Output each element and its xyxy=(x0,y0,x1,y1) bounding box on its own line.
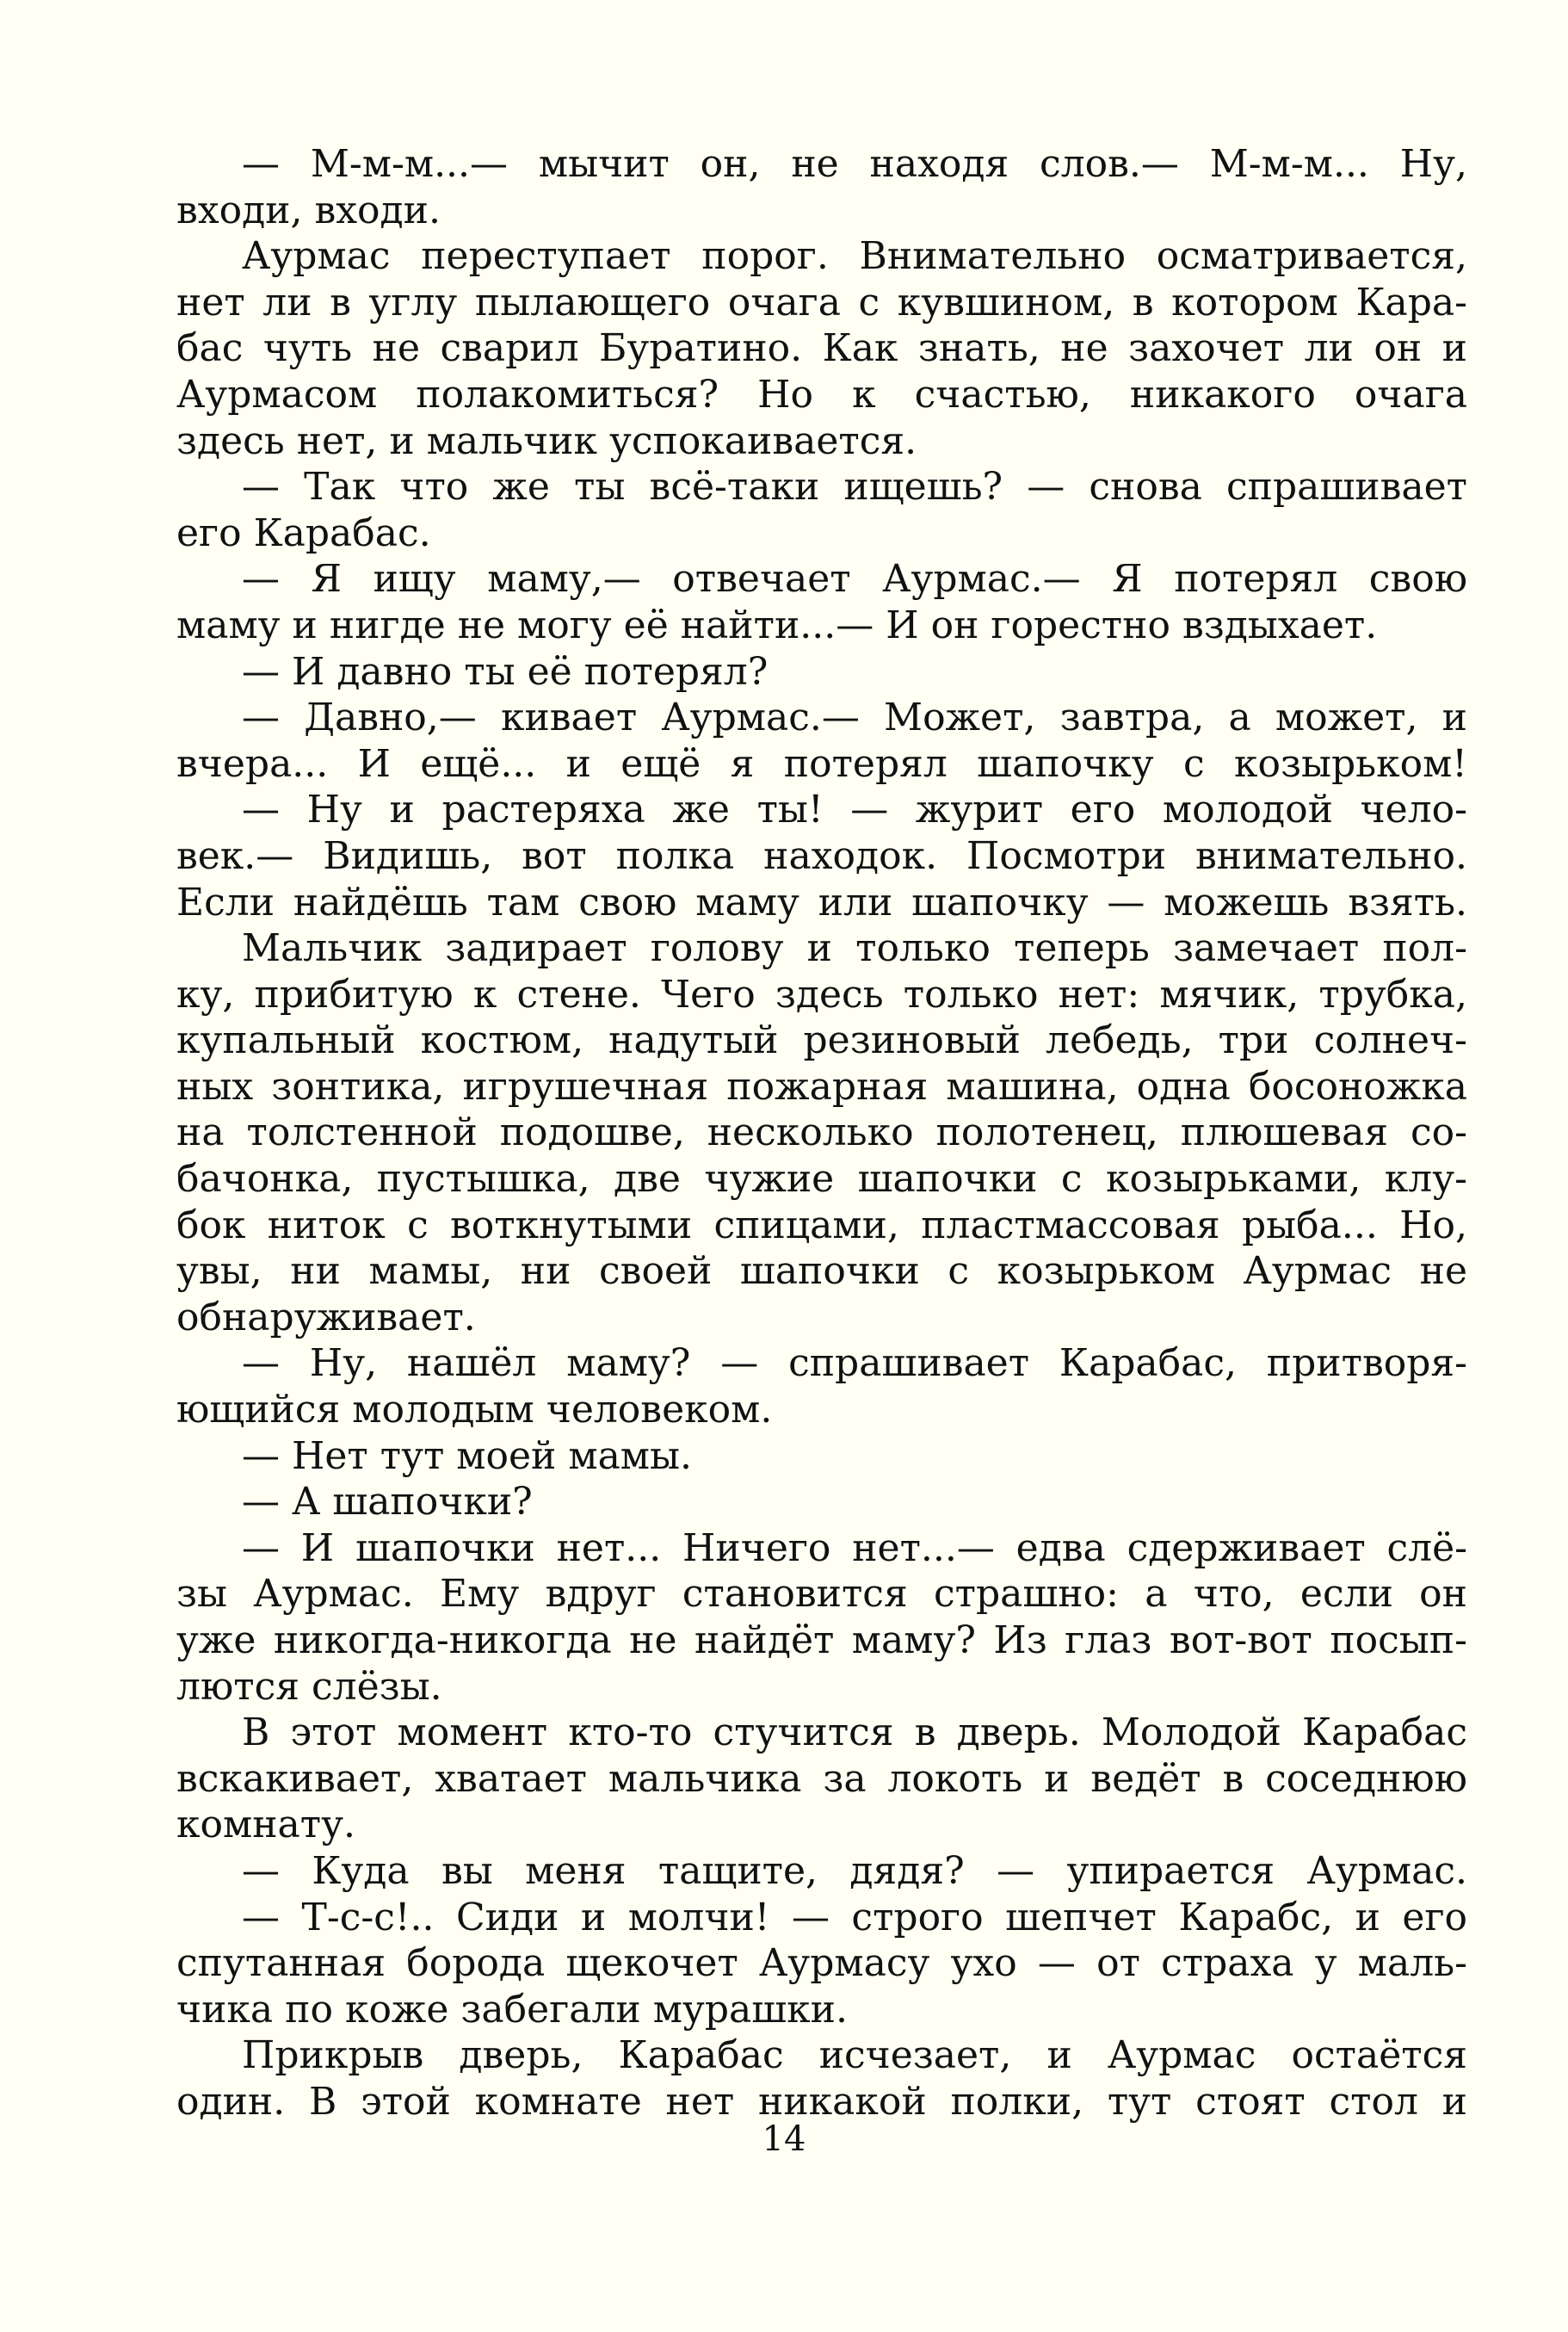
text-line: Аурмас переступает порог. Внимательно осматривается, xyxy=(242,234,1467,279)
text-line: ющийся молодым человеком. xyxy=(176,1388,773,1432)
text-line: — Давно,— кивает Аурмас.— Может, завтра, а может, и xyxy=(242,696,1467,740)
text-line: Если найдёшь там свою маму или шапочку — можешь взять. xyxy=(176,880,1467,925)
text-line: Мальчик задирает голову и только теперь замечает пол- xyxy=(242,926,1467,971)
text-line: век.— Видишь, вот полка находок. Посмотри внимательно. xyxy=(176,833,1467,878)
text-line: комнату. xyxy=(176,1803,355,1847)
text-line: — И шапочки нет... Ничего нет...— едва сдерживает слё- xyxy=(242,1525,1467,1570)
text-line: его Карабас. xyxy=(176,510,431,555)
paragraph xyxy=(176,464,1467,556)
text-line: — Нет тут моей мамы. xyxy=(242,1433,693,1478)
paragraph xyxy=(176,1340,1467,1432)
text-line: спутанная борода щекочет Аурмасу ухо — от страха у маль- xyxy=(176,1941,1467,1986)
text-line: — Куда вы меня тащите, дядя? — упирается Аурмас. xyxy=(242,1848,1467,1893)
text-line: чика по коже забегали мурашки. xyxy=(176,1987,848,2032)
paragraph xyxy=(176,2032,1467,2125)
text-line: на толстенной подошве, несколько полотенец, плюшевая со- xyxy=(176,1110,1467,1155)
text-line: — Т-с-с!.. Сиди и молчи! — строго шепчет Карабс, и его xyxy=(242,1895,1467,1939)
paragraph xyxy=(176,649,1467,696)
text-line: — Я ищу маму,— отвечает Аурмас.— Я потерял свою xyxy=(242,557,1467,602)
paragraph xyxy=(176,925,1467,1340)
paragraph xyxy=(176,1710,1467,1848)
paragraph xyxy=(176,233,1467,464)
text-line: нет ли в углу пылающего очага с кувшином, в котором Кара- xyxy=(176,280,1467,325)
text-line: бачонка, пустышка, две чужие шапочки с козырьками, клу- xyxy=(176,1157,1467,1202)
text-line: обнаруживает. xyxy=(176,1295,476,1339)
text-line: увы, ни мамы, ни своей шапочки с козырьком Аурмас не xyxy=(176,1249,1467,1294)
text-line: маму и нигде не могу её найти...— И он горестно вздыхает. xyxy=(176,603,1378,647)
text-line: купальный костюм, надутый резиновый лебедь, три солнеч- xyxy=(176,1018,1467,1063)
paragraph xyxy=(176,787,1467,925)
paragraph xyxy=(176,1433,1467,1480)
text-line: зы Аурмас. Ему вдруг становится страшно: а что, если он xyxy=(176,1572,1467,1617)
text-line: уже никогда-никогда не найдёт маму? Из глаз вот-вот посып- xyxy=(176,1618,1467,1662)
paragraph xyxy=(176,1479,1467,1525)
text-line: Аурмасом полакомиться? Но к счастью, никакого очага xyxy=(176,372,1467,417)
text-line: — А шапочки? xyxy=(242,1480,533,1525)
paragraph xyxy=(176,695,1467,787)
page-number: 14 xyxy=(762,2119,806,2159)
text-line: — М-м-м...— мычит он, не находя слов.— М-м-м... Ну, xyxy=(242,142,1467,186)
paragraph xyxy=(176,1895,1467,2033)
text-line: ку, прибитую к стене. Чего здесь только нет: мячик, трубка, xyxy=(176,972,1467,1017)
text-line: вскакивает, хватает мальчика за локоть и ведёт в соседнюю xyxy=(176,1756,1467,1801)
text-line: — Ну, нашёл маму? — спрашивает Карабас, притворя- xyxy=(242,1341,1467,1386)
text-line: — Так что же ты всё-таки ищешь? — снова спрашивает xyxy=(242,465,1467,510)
text-line: бок ниток с воткнутыми спицами, пластмассовая рыба... Но, xyxy=(176,1203,1467,1247)
text-line: вчера... И ещё... и ещё я потерял шапочку с козырьком! xyxy=(176,741,1467,786)
text-line: В этот момент кто-то стучится в дверь. Молодой Карабас xyxy=(242,1710,1467,1755)
text-line: здесь нет, и мальчик успокаивается. xyxy=(176,418,917,463)
paragraph xyxy=(176,1525,1467,1710)
text-line: лются слёзы. xyxy=(176,1664,442,1709)
text-line: один. В этой комнате нет никакой полки, тут стоят стол и xyxy=(176,2079,1467,2124)
paragraph xyxy=(176,1848,1467,1895)
page-text xyxy=(176,141,1467,2125)
text-line: Прикрыв дверь, Карабас исчезает, и Аурмас остаётся xyxy=(242,2033,1467,2078)
text-line: — И давно ты её потерял? xyxy=(242,649,769,694)
text-line: ных зонтика, игрушечная пожарная машина, одна босоножка xyxy=(176,1064,1467,1109)
paragraph xyxy=(176,141,1467,233)
paragraph xyxy=(176,556,1467,648)
text-line: входи, входи. xyxy=(176,188,441,232)
text-line: бас чуть не сварил Буратино. Как знать, не захочет ли он и xyxy=(176,326,1467,371)
text-line: — Ну и растеряха же ты! — журит его молодой чело- xyxy=(242,788,1467,832)
